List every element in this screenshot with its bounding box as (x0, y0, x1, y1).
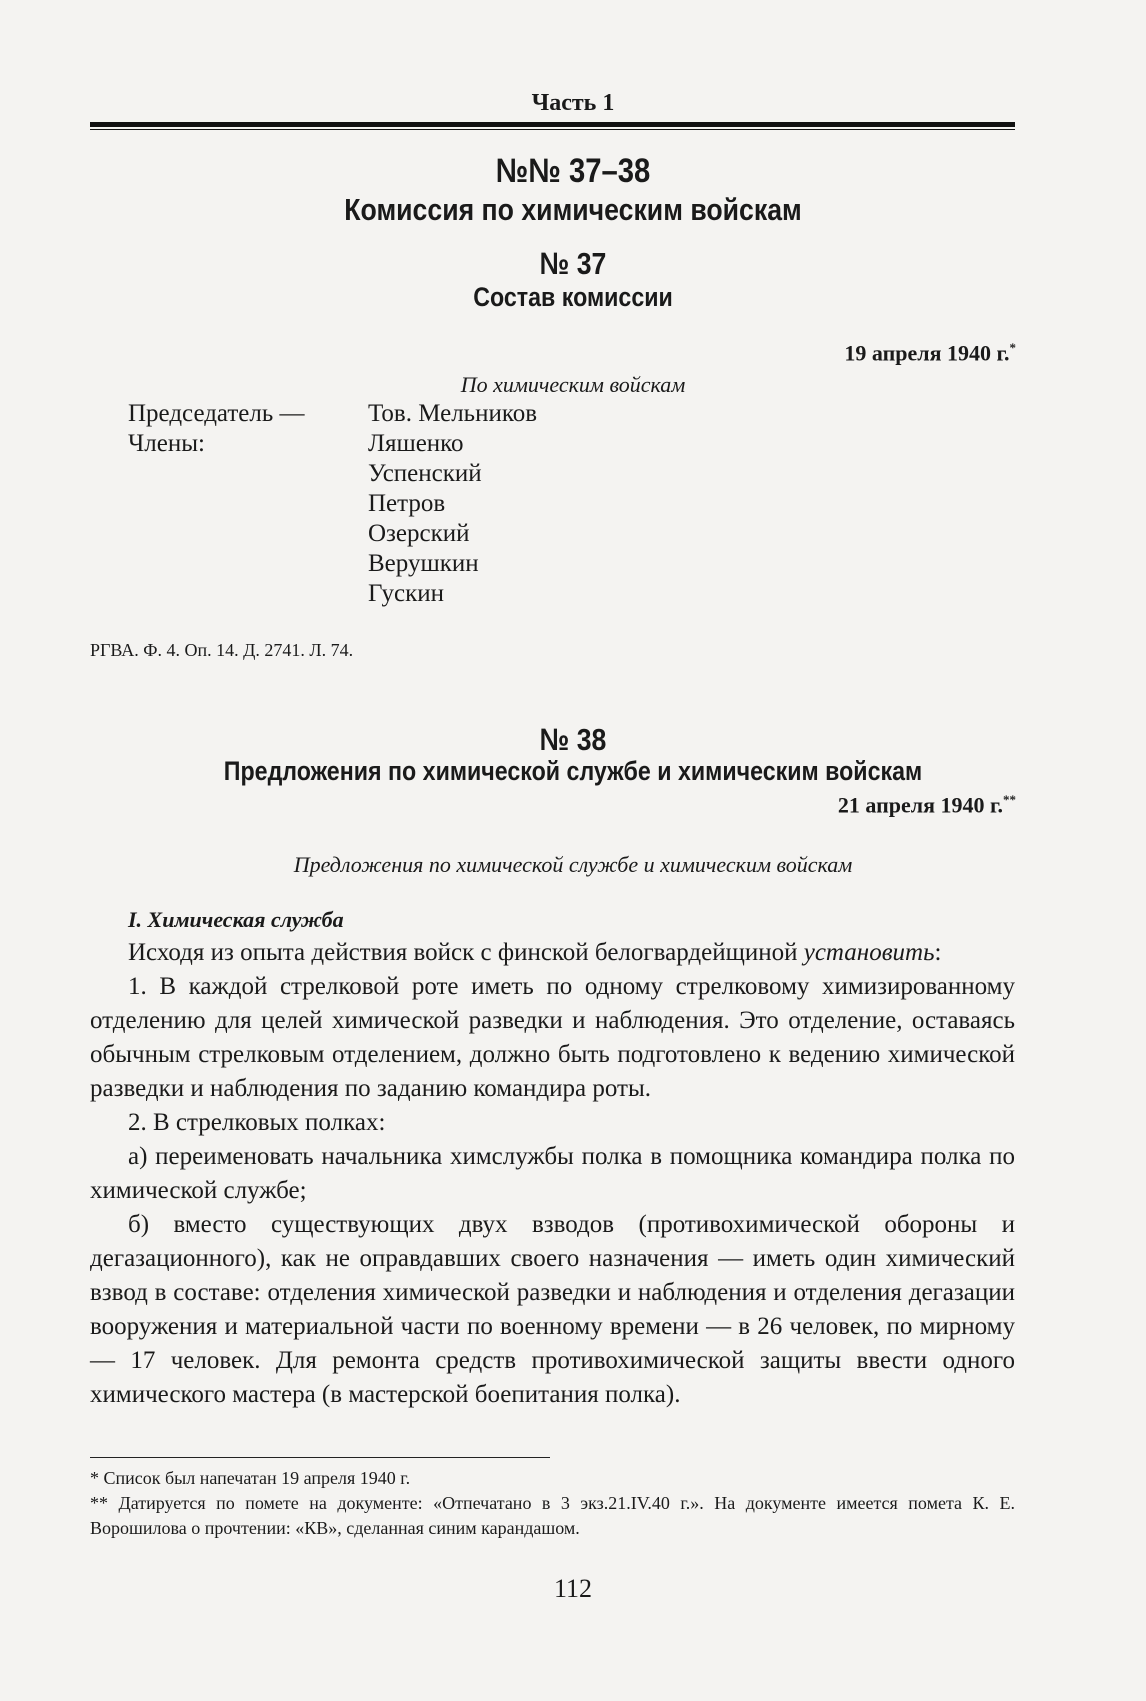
footnote-divider (90, 1457, 550, 1458)
archive-reference: РГВА. Ф. 4. Оп. 14. Д. 2741. Л. 74. (90, 640, 354, 660)
section-heading: I. Химическая служба (128, 907, 344, 932)
member-name: Петров (368, 490, 446, 517)
doc-group-numbers: №№ 37–38 (495, 152, 651, 190)
footnotes (90, 1466, 1015, 1541)
doc38-heading: Предложения по химической службе и химическим войскам (293, 852, 853, 877)
doc37-date: 19 апреля 1940 г.* (844, 340, 1016, 366)
chair-name: Тов. Мельников (368, 400, 538, 427)
doc37-heading: По химическим войскам (460, 372, 686, 397)
doc37-subtitle: Состав комиссии (473, 282, 673, 312)
header-rule-thin (90, 129, 1015, 130)
footnote: ** Датируется по помете на документе: «Отпечатано в 3 экз.21.IV.40 г.». На документе имеется помета К. Е. Ворошилова о прочтении: «КВ», сделанная синим карандашом. (90, 1493, 1015, 1538)
footnote-mark: ** (1003, 792, 1016, 807)
body-text (90, 936, 1015, 1412)
member-name: Озерский (368, 520, 470, 547)
page-number: 112 (553, 1574, 593, 1603)
member-name: Ляшенко (368, 430, 464, 457)
paragraph: а) переименовать начальника химслужбы полка в помощника командира полка по химической службе; (90, 1143, 1015, 1204)
chair-label: Председатель — (128, 400, 305, 427)
part-title: Часть 1 (531, 90, 615, 116)
doc38-date: 21 апреля 1940 г.** (837, 792, 1016, 818)
paragraph: 2. В стрелковых полках: (128, 1109, 386, 1136)
footnote: * Список был напечатан 19 апреля 1940 г. (90, 1468, 411, 1488)
member-name: Гускин (368, 580, 445, 607)
paragraph: б) вместо существующих двух взводов (противохимической обороны и дегазационного), как не оправдавших своего назначения — иметь один химический взвод в составе: отделения химической разведки и наблюдения и отделения дегазации вооружения и материальной части по военному времени — в 26 человек, по мирному — 17 человек. Для ремонта средств противохимической защиты ввести одного химического мастера (в мастерской боепитания полка). (90, 1211, 1015, 1408)
doc-group-title: Комиссия по химическим войскам (344, 192, 802, 227)
doc38-number: № 38 (539, 722, 607, 757)
header-rule-thick (90, 122, 1015, 127)
paragraph: 1. В каждой стрелковой роте иметь по одному стрелковому химизированному отделению для целей химической разведки и наблюдения. Это отделение, оставаясь обычным стрелковым отделением, должно быть подготовлено к ведению химической разведки и наблюдения по заданию командира роты. (90, 973, 1015, 1102)
member-name: Верушкин (368, 550, 479, 577)
members-label: Члены: (128, 430, 205, 457)
doc37-number: № 37 (539, 246, 607, 281)
intro-paragraph: Исходя из опыта действия войск с финской белогвардейщиной установить: (128, 939, 942, 966)
footnote-mark: * (1009, 340, 1016, 355)
doc38-subtitle: Предложения по химической службе и химическим войскам (223, 756, 923, 786)
member-name: Успенский (368, 460, 482, 487)
